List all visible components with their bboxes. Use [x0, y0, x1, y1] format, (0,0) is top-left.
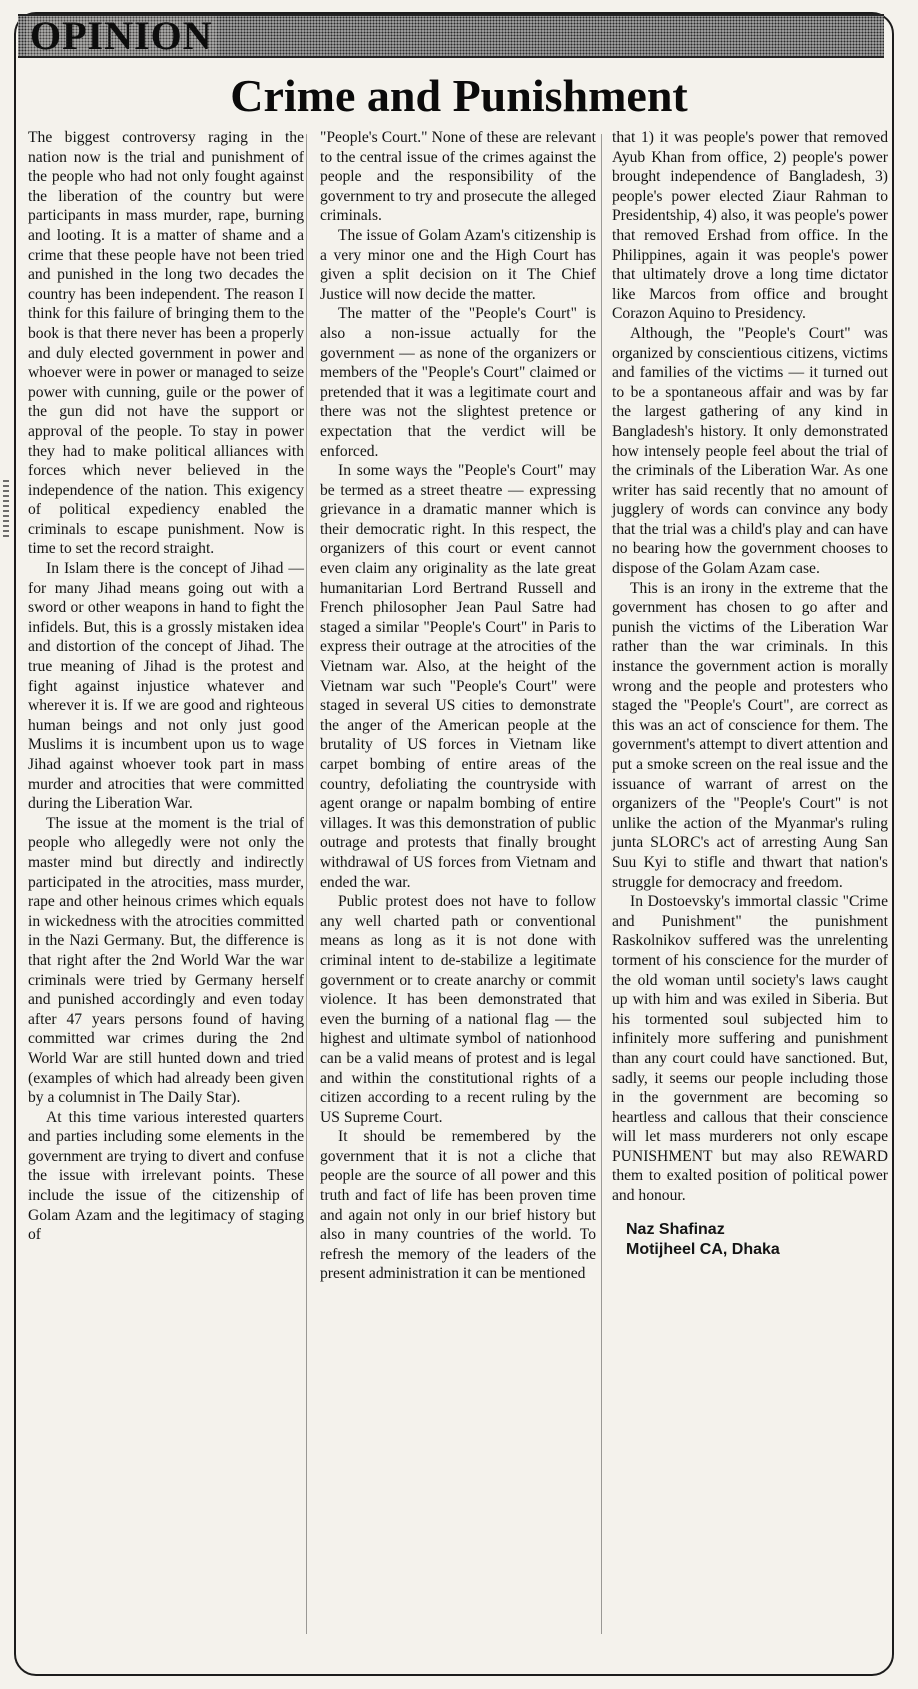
paragraph: In some ways the "People's Court" may be termed as a street theatre — expressing grievance in a dramatic manner which is their democratic right. In this respect, the organizers of this court or event cannot even claim any originality as the late great humanitarian Lord Bertrand Russell and French philosopher Jean Paul Satre had staged a similar "People's Court" in Paris to express their outrage at the atrocities of the Vietnam war. Also, at the height of the Vietnam war such "People's Court" were staged in several US cities to demonstrate the anger of the American people at the brutality of US forces in Vietnam like carpet bombing of entire areas of the country, defoliating the countryside with agent orange or napalm bombing of entire villages. It was this demonstration of public outrage and protests that finally brought withdrawal of US forces from Vietnam and ended the war.	[320, 462, 596, 891]
paragraph: The matter of the "People's Court" is also a non-issue actually for the government — as none of the organizers or members of the "People's Court" claimed or pretended that it was a legitimate court and there was not the slightest pretence or expectation that the verdict will be enforced.	[320, 305, 596, 460]
headline: Crime and Punishment	[230, 70, 688, 121]
paragraph: In Islam there is the concept of Jihad — for many Jihad means going out with a sword or other weapons in hand to fight the infidels. But, this is a grossly mistaken idea and distortion of the concept of Jihad. The true meaning of Jihad is the protest and fight against injustice whatever and wherever it is. If we are good and righteous human beings and not only just good Muslims it is incumbent upon us to wage Jihad against whoever took part in mass murder and atrocities that were committed during the Liberation War.	[28, 560, 304, 813]
article-body	[28, 128, 888, 1640]
column-1	[28, 128, 304, 1640]
paragraph: Although, the "People's Court" was organized by conscientious citizens, victims and families of the victims — it turned out to be a spontaneous affair and was by far the largest gathering of any kind in Bangladesh's history. It only demonstrated how intensely people feel about the trial of the criminals of the Liberation War. As one writer has said recently that no amount of jugglery of words can convince any body that the trial was a child's play and can have no bearing how the government chooses to dispose of the Golam Azam case.	[612, 324, 888, 578]
paragraph: Public protest does not have to follow any well charted path or conventional means as long as it is not done with criminal intent to de-stabilize a legitimate government or to create anarchy or commit violence. It has been demonstrated that even the burning of a national flag — the highest and ultimate symbol of nationhood can be a valid means of protest and is legal and within the constitutional rights of a citizen according to a recent ruling by the US Supreme Court.	[320, 893, 596, 1126]
signature	[626, 1220, 888, 1260]
paragraph: In Dostoevsky's immortal classic "Crime and Punishment" the punishment Raskolnikov suffered was the unrelenting torment of his conscience for the murder of the old woman until society's laws caught up with him and was exiled in Siberia. But his tormented soul subjected him to infinitely more suffering and punishment than any court could have sanctioned. But, sadly, it seems our people including those in the government are becoming so heartless and callous that their conscience will let mass murderers not only escape PUNISHMENT but may also REWARD them to exalted position of political power and honour.	[612, 893, 888, 1205]
paragraph: The issue at the moment is the trial of people who allegedly were not only the master mind but directly and indirectly participated in the atrocities, mass murder, rape and other heinous crimes which equals in wickedness with the atrocities committed in the Nazi Germany. But, the difference is that right after the 2nd World War the war criminals were tried by Germany herself and punished accordingly and even today after 47 years persons found of having committed war crimes during the 2nd World War are still hunted down and tried (examples of which had already been given by a columnist in The Daily Star).	[28, 814, 304, 1107]
margin-marks	[3, 480, 9, 540]
paragraph: It should be remembered by the government that it is not a cliche that people are the source of all power and this truth and fact of life has been proven time and again not only in our brief history but also in many countries of the world. To refresh the memory of the leaders of the present administration it can be mentioned	[320, 1128, 596, 1283]
column-2	[320, 128, 596, 1640]
signature-location: Motijheel CA, Dhaka	[626, 1240, 780, 1258]
section-label: OPINION	[26, 16, 217, 56]
paragraph: "People's Court." None of these are relevant to the central issue of the crimes against the people and the responsibility of the government to try and prosecute the alleged criminals.	[320, 129, 596, 225]
signature-name: Naz Shafinaz	[626, 1220, 725, 1238]
paragraph: The biggest controversy raging in the nation now is the trial and punishment of the people who had not only fought against the liberation of the country but were participants in mass murder, rape, burning and looting. It is a matter of shame and a crime that these people have not been tried and punished in the long two decades the country has been independent. The reason I think for this failure of bringing them to the book is that there never has been a properly and duly elected government in power and whoever were in power or managed to seize power with cunning, guile or the power of the gun did not have the support or approval of the people. To stay in power they had to make political alliances with forces which never believed in the independence of the nation. This exigency of political expediency enabled the criminals to escape punishment. Now is time to set the record straight.	[28, 129, 304, 558]
paragraph: At this time various interested quarters and parties including some elements in the government are trying to divert and confuse the issue with irrelevant points. These include the issue of the citizenship of Golam Azam and the legitimacy of staging of	[28, 1108, 304, 1244]
column-3	[612, 128, 888, 1640]
paragraph: The issue of Golam Azam's citizenship is a very minor one and the High Court has given a split decision on it The Chief Justice will now decide the matter.	[320, 226, 596, 303]
paragraph: This is an irony in the extreme that the government has chosen to go after and punish the victims of the Liberation War rather than the war criminals. In this instance the government action is morally wrong and the people and protesters who staged the "People's Court", are correct as this was an act of conscience for them. The government's attempt to divert attention and put a smoke screen on the real issue and the issuance of warrant of arrest on the organizers of the "People's Court" is not unlike the action of the Myanmar's ruling junta SLORC's act of arresting Aung San Suu Kyi to stifle and thwart that nation's struggle for democracy and freedom.	[612, 579, 888, 891]
paragraph: that 1) it was people's power that removed Ayub Khan from office, 2) people's power brought independence of Bangladesh, 3) people's power elected Ziaur Rahman to Presidentship, 4) also, it was people's power that removed Ershad from office. In the Philippines, again it was people's power that ultimately drove a long time dictator like Marcos from office and brought Corazon Aquino to Presidency.	[612, 129, 888, 323]
